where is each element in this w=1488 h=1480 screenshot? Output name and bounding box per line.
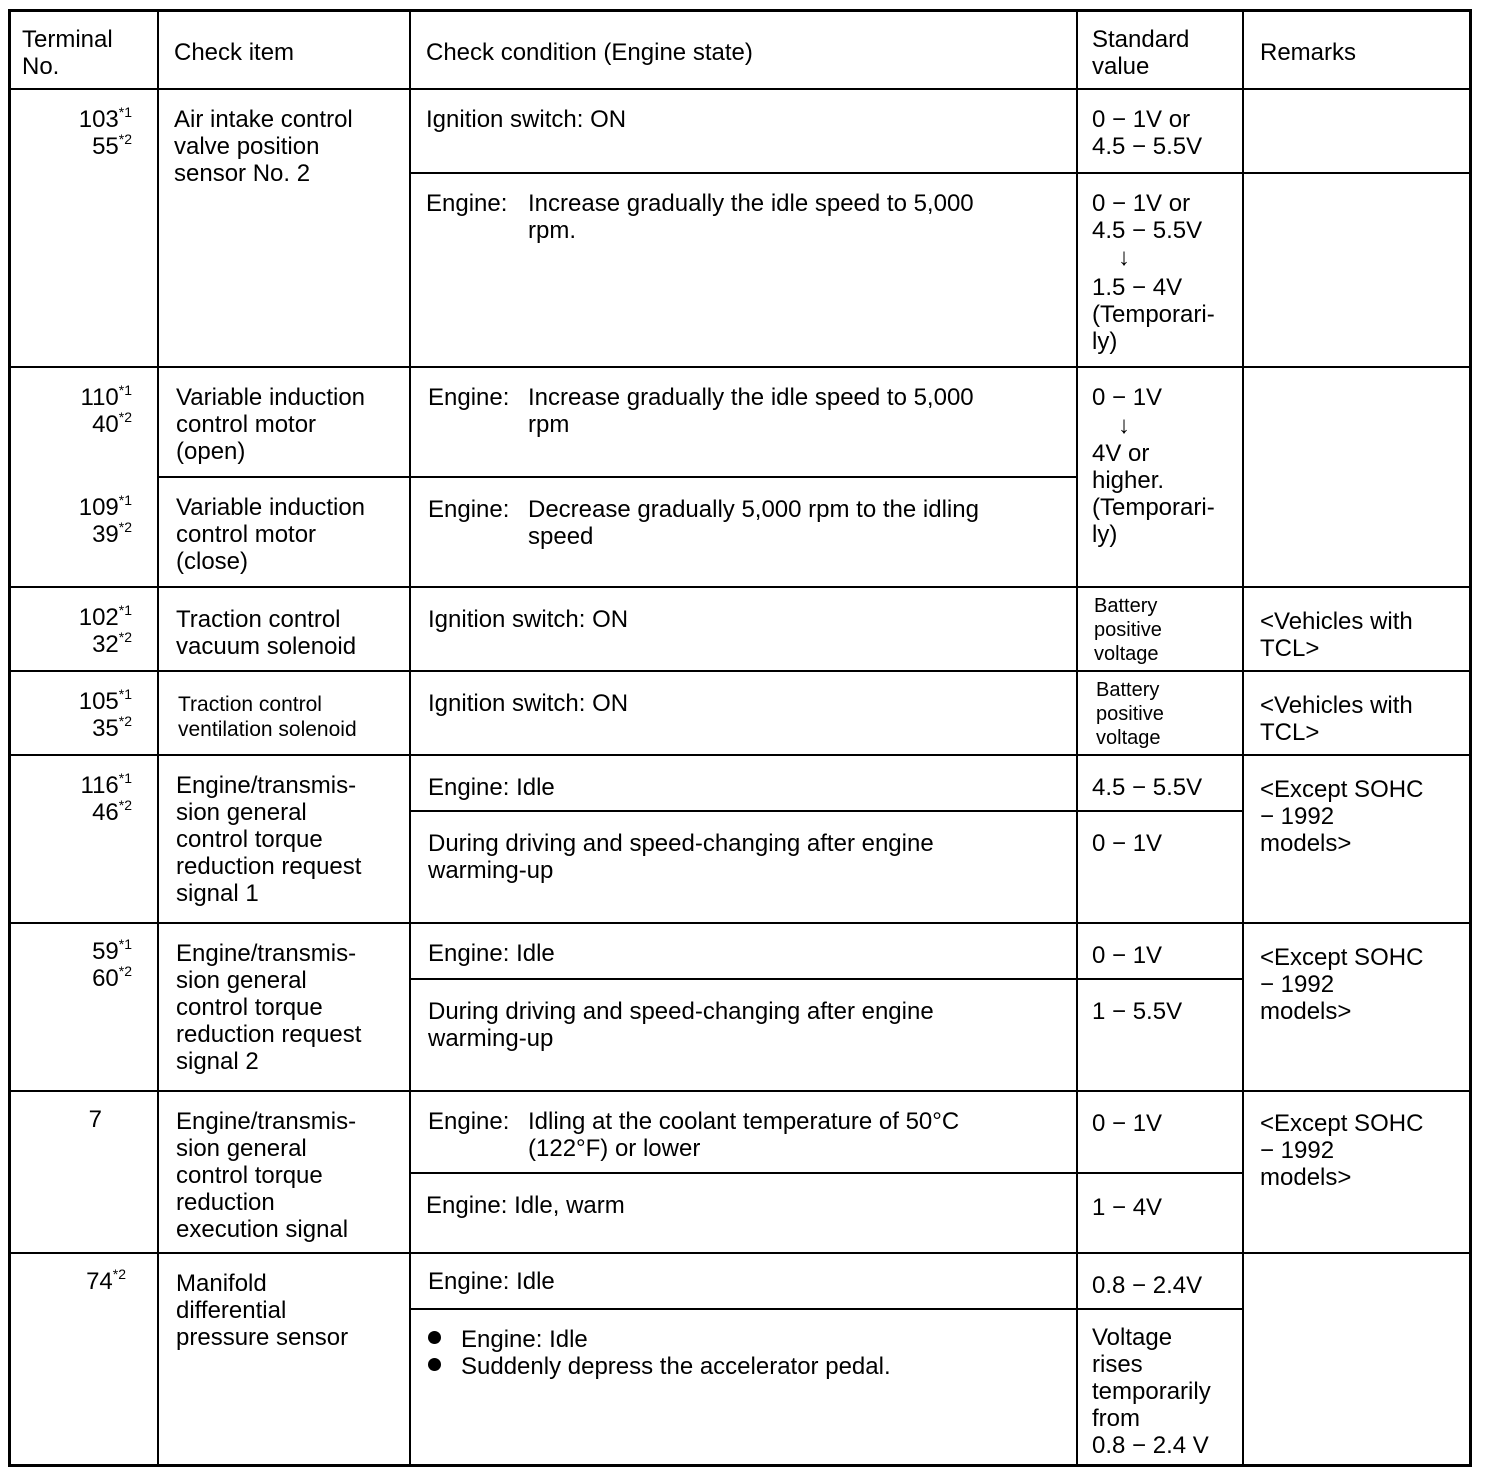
check-item: Engine/transmis- sion general control torque reduction request signal 2 [176,940,362,1075]
sub-row-divider [409,810,1242,812]
condition-label: Engine: [426,190,508,217]
check-condition: Engine: Idle [428,774,555,801]
sub-row-divider [409,1172,1242,1174]
bullet-icon [428,1358,441,1371]
bullet-list-item: Suddenly depress the accelerator pedal. [428,1353,891,1380]
check-item: Variable induction control motor (close) [176,494,366,575]
standard-value: 1.5 − 4V (Temporari- ly) [1092,274,1215,355]
down-arrow-icon: ↓ [1118,244,1130,271]
condition-label: Engine: [428,384,510,411]
remarks: <Except SOHC − 1992 models> [1260,944,1424,1025]
remarks: <Vehicles with TCL> [1260,608,1413,662]
check-condition: Idling at the coolant temperature of 50°C (122°F) or lower [528,1108,960,1162]
col-divider-3 [1076,9,1078,1467]
terminal-number: 102$^{*1}$ 32$^{*2}$ [78,602,132,658]
condition-label: Engine: [428,1108,510,1135]
standard-value: 0 − 1V [1092,1110,1163,1137]
row-divider [8,88,1472,90]
col-divider-2 [409,9,411,1467]
terminal-number: 103$^{*1}$ 55$^{*2}$ [78,104,132,160]
check-item: Variable induction control motor (open) [176,384,366,465]
sub-row-divider [409,1308,1242,1310]
check-condition: Ignition switch: ON [428,606,629,633]
check-condition: Decrease gradually 5,000 rpm to the idling speed [528,496,979,550]
terminal-number: 109$^{*1}$ 39$^{*2}$ [78,492,132,548]
check-condition: Ignition switch: ON [426,106,627,133]
bullet-list-item: Engine: Idle [428,1326,588,1353]
bullet-icon [428,1331,441,1344]
check-condition: Engine: Idle [428,1268,555,1295]
row-divider [8,586,1472,588]
standard-value: Battery positive voltage [1094,595,1162,665]
condition-label: Engine: [428,496,510,523]
row-divider [8,1090,1472,1092]
row-divider [8,670,1472,672]
standard-value: Battery positive voltage [1096,679,1164,749]
sub-row-divider [409,978,1242,980]
check-condition: Engine: Idle, warm [426,1192,625,1219]
check-item: Traction control ventilation solenoid [178,693,357,741]
standard-value: 0 − 1V or 4.5 − 5.5V [1092,106,1203,160]
sub-row-divider [157,476,1076,478]
standard-value: 4.5 − 5.5V [1092,774,1203,801]
header-remarks: Remarks [1260,39,1357,66]
standard-value: 0 − 1V [1092,942,1163,969]
check-condition: Increase gradually the idle speed to 5,000 rpm [528,384,974,438]
row-divider [8,1252,1472,1254]
header-check-condition: Check condition (Engine state) [426,39,753,66]
check-condition: Engine: Idle [428,940,555,967]
standard-value: 1 − 4V [1092,1194,1163,1221]
terminal-number: 116$^{*1}$ 46$^{*2}$ [80,770,132,826]
check-item: Air intake control valve position sensor No. 2 [174,106,353,187]
sub-row-divider [409,172,1472,174]
standard-value: 0 − 1V [1092,384,1163,411]
standard-value: 0 − 1V [1092,830,1163,857]
remarks: <Except SOHC − 1992 models> [1260,1110,1424,1191]
header-terminal: Terminal No. [22,26,113,80]
standard-value: Voltage rises temporarily from 0.8 − 2.4 V [1092,1324,1211,1459]
down-arrow-icon: ↓ [1118,412,1130,439]
terminal-number: 105$^{*1}$ 35$^{*2}$ [78,686,132,742]
check-item: Manifold differential pressure sensor [176,1270,349,1351]
row-divider [8,922,1472,924]
check-item: Traction control vacuum solenoid [176,606,357,660]
terminal-number: 110$^{*1}$ 40$^{*2}$ [80,382,132,438]
check-condition: Ignition switch: ON [428,690,629,717]
check-item: Engine/transmis- sion general control torque reduction execution signal [176,1108,357,1243]
col-divider-4 [1242,9,1244,1467]
terminal-number: 59$^{*1}$ 60$^{*2}$ [92,936,132,992]
row-divider [8,366,1472,368]
standard-value: 4V or higher. (Temporari- ly) [1092,440,1215,548]
col-divider-1 [157,9,159,1467]
standard-value: 1 − 5.5V [1092,998,1183,1025]
check-condition: During driving and speed-changing after engine warming-up [428,830,934,884]
check-condition: Increase gradually the idle speed to 5,000 rpm. [528,190,974,244]
terminal-number: 7 [88,1106,102,1133]
header-check-item: Check item [174,39,295,66]
check-item: Engine/transmis- sion general control torque reduction request signal 1 [176,772,362,907]
row-divider [8,754,1472,756]
terminal-number: 74$^{*2}$ [86,1266,126,1295]
standard-value: 0.8 − 2.4V [1092,1272,1203,1299]
check-condition: During driving and speed-changing after engine warming-up [428,998,934,1052]
remarks: <Except SOHC − 1992 models> [1260,776,1424,857]
header-standard-value: Standard value [1092,26,1190,80]
remarks: <Vehicles with TCL> [1260,692,1413,746]
standard-value: 0 − 1V or 4.5 − 5.5V [1092,190,1203,244]
